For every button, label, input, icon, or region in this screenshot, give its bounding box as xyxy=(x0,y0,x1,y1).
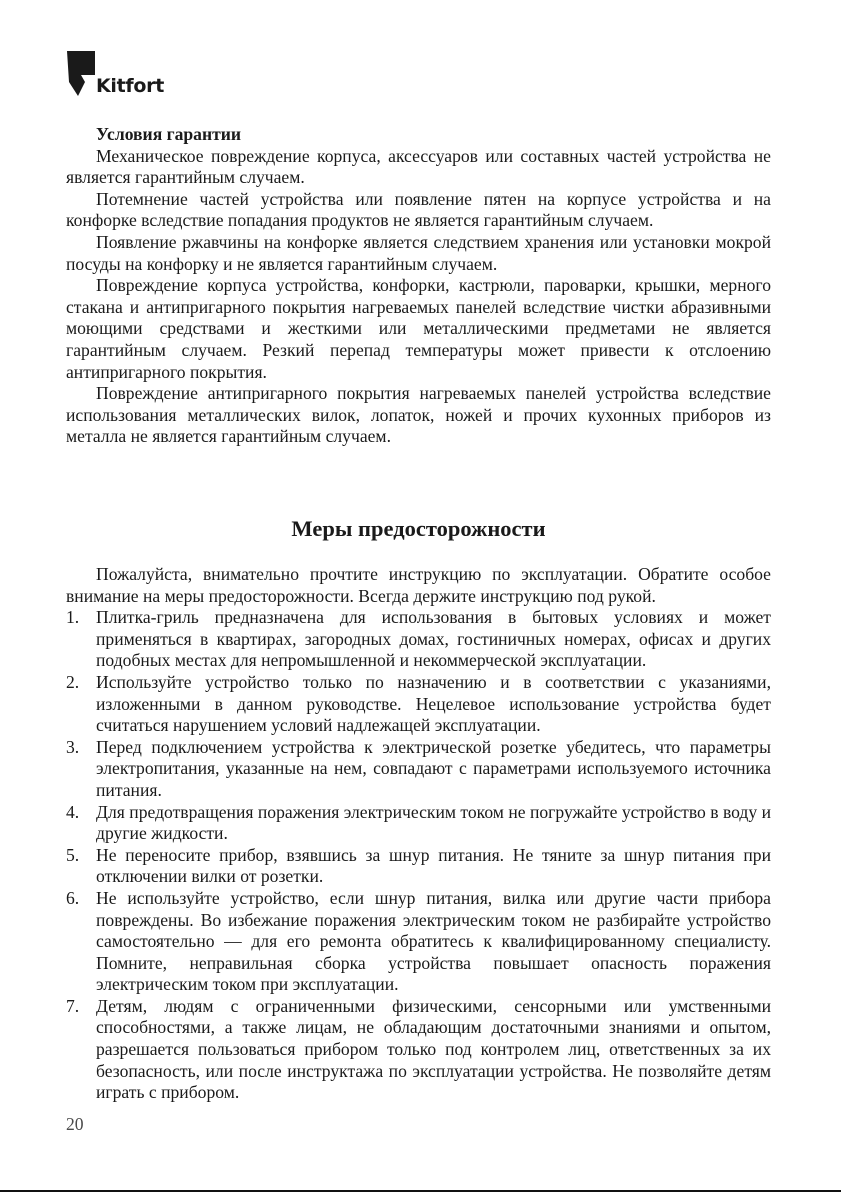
list-item-number: 3. xyxy=(66,736,80,757)
warranty-paragraph: Механическое повреждение корпуса, аксессуаров или составных частей устройства не является гарантийным случаем. xyxy=(66,145,771,188)
list-item-number: 1. xyxy=(66,607,80,628)
list-item xyxy=(66,607,771,672)
list-item-text: Для предотвращения поражения электрическим током не погружайте устройство в воду и другие жидкости. xyxy=(96,801,771,844)
list-item-text: Перед подключением устройства к электрической розетке убедитесь, что параметры электропитания, указанные на нем, совпадают с параметрами используемого источника питания. xyxy=(96,736,771,800)
warranty-section xyxy=(66,124,771,448)
list-item xyxy=(66,802,771,845)
list-item-number: 7. xyxy=(66,995,80,1016)
list-item xyxy=(66,672,771,737)
warranty-title: Условия гарантии xyxy=(96,124,242,144)
list-item-text: Используйте устройство только по назначению и в соответствии с указаниями, изложенными в данном руководстве. Нецелевое использование устройства будет считаться нарушением условий надлежащей эксплуатации. xyxy=(96,671,771,736)
warranty-paragraph: Потемнение частей устройства или появление пятен на корпусе устройства и на конфорке вследствие попадания продуктов не является гарантийным случаем. xyxy=(66,188,771,231)
brand-name: Kitfort xyxy=(96,75,164,97)
page-number: 20 xyxy=(66,1114,84,1134)
list-item-number: 6. xyxy=(66,887,80,908)
list-item xyxy=(66,737,771,802)
kitfort-shield-icon xyxy=(66,50,96,100)
precautions-heading: Меры предосторожности xyxy=(291,516,546,541)
list-item xyxy=(66,845,771,888)
list-item-text: Детям, людям с ограниченными физическими, сенсорными или умственными способностями, а также лицам, не обладающим достаточными знаниями и опытом, разрешается пользоваться прибором только под контролем лиц, ответственных за их безопасность, или после инструктажа по эксплуатации устройства. Не позволяйте детям играть с прибором. xyxy=(96,995,771,1103)
list-item-number: 5. xyxy=(66,844,80,865)
warranty-paragraph: Повреждение антипригарного покрытия нагреваемых панелей устройства вследствие использования металлических вилок, лопаток, ножей и прочих кухонных приборов из металла не является гарантийным случаем. xyxy=(66,383,771,447)
brand-logo xyxy=(66,50,166,100)
list-item-text: Не используйте устройство, если шнур питания, вилка или другие части прибора повреждены. Во избежание поражения электрическим током не разбирайте устройство самостоятельно — для его ремонта обратитесь к квалифицированному специалисту. Помните, неправильная сборка устройства повышает опасность поражения электрическим током при эксплуатации. xyxy=(96,887,771,995)
precautions-list xyxy=(66,607,771,1104)
precautions-intro: Пожалуйста, внимательно прочтите инструкцию по эксплуатации. Обратите особое внимание на меры предосторожности. Всегда держите инструкцию под рукой. xyxy=(66,564,771,606)
list-item-text: Плитка-гриль предназначена для использования в бытовых условиях и может применяться в квартирах, загородных домах, гостиничных номерах, офисах и других подобных местах для непромышленной и некоммерческой эксплуатации. xyxy=(96,607,771,671)
warranty-paragraph: Повреждение корпуса устройства, конфорки, кастрюли, пароварки, крышки, мерного стакана и антипригарного покрытия нагреваемых панелей вследствие чистки абразивными моющими средствами и жесткими или металлическими предметами не является гарантийным случаем. Резкий перепад температуры может привести к отслоению антипригарного покрытия. xyxy=(66,275,771,382)
list-item-number: 4. xyxy=(66,801,80,822)
warranty-paragraph: Появление ржавчины на конфорке является следствием хранения или установки мокрой посуды на конфорку и не является гарантийным случаем. xyxy=(66,231,771,274)
page-bottom-rule xyxy=(0,1190,841,1192)
list-item-text: Не переносите прибор, взявшись за шнур питания. Не тяните за шнур питания при отключении вилки от розетки. xyxy=(96,844,771,887)
list-item xyxy=(66,888,771,996)
precautions-section xyxy=(66,564,771,1104)
list-item xyxy=(66,996,771,1104)
list-item-number: 2. xyxy=(66,671,80,692)
